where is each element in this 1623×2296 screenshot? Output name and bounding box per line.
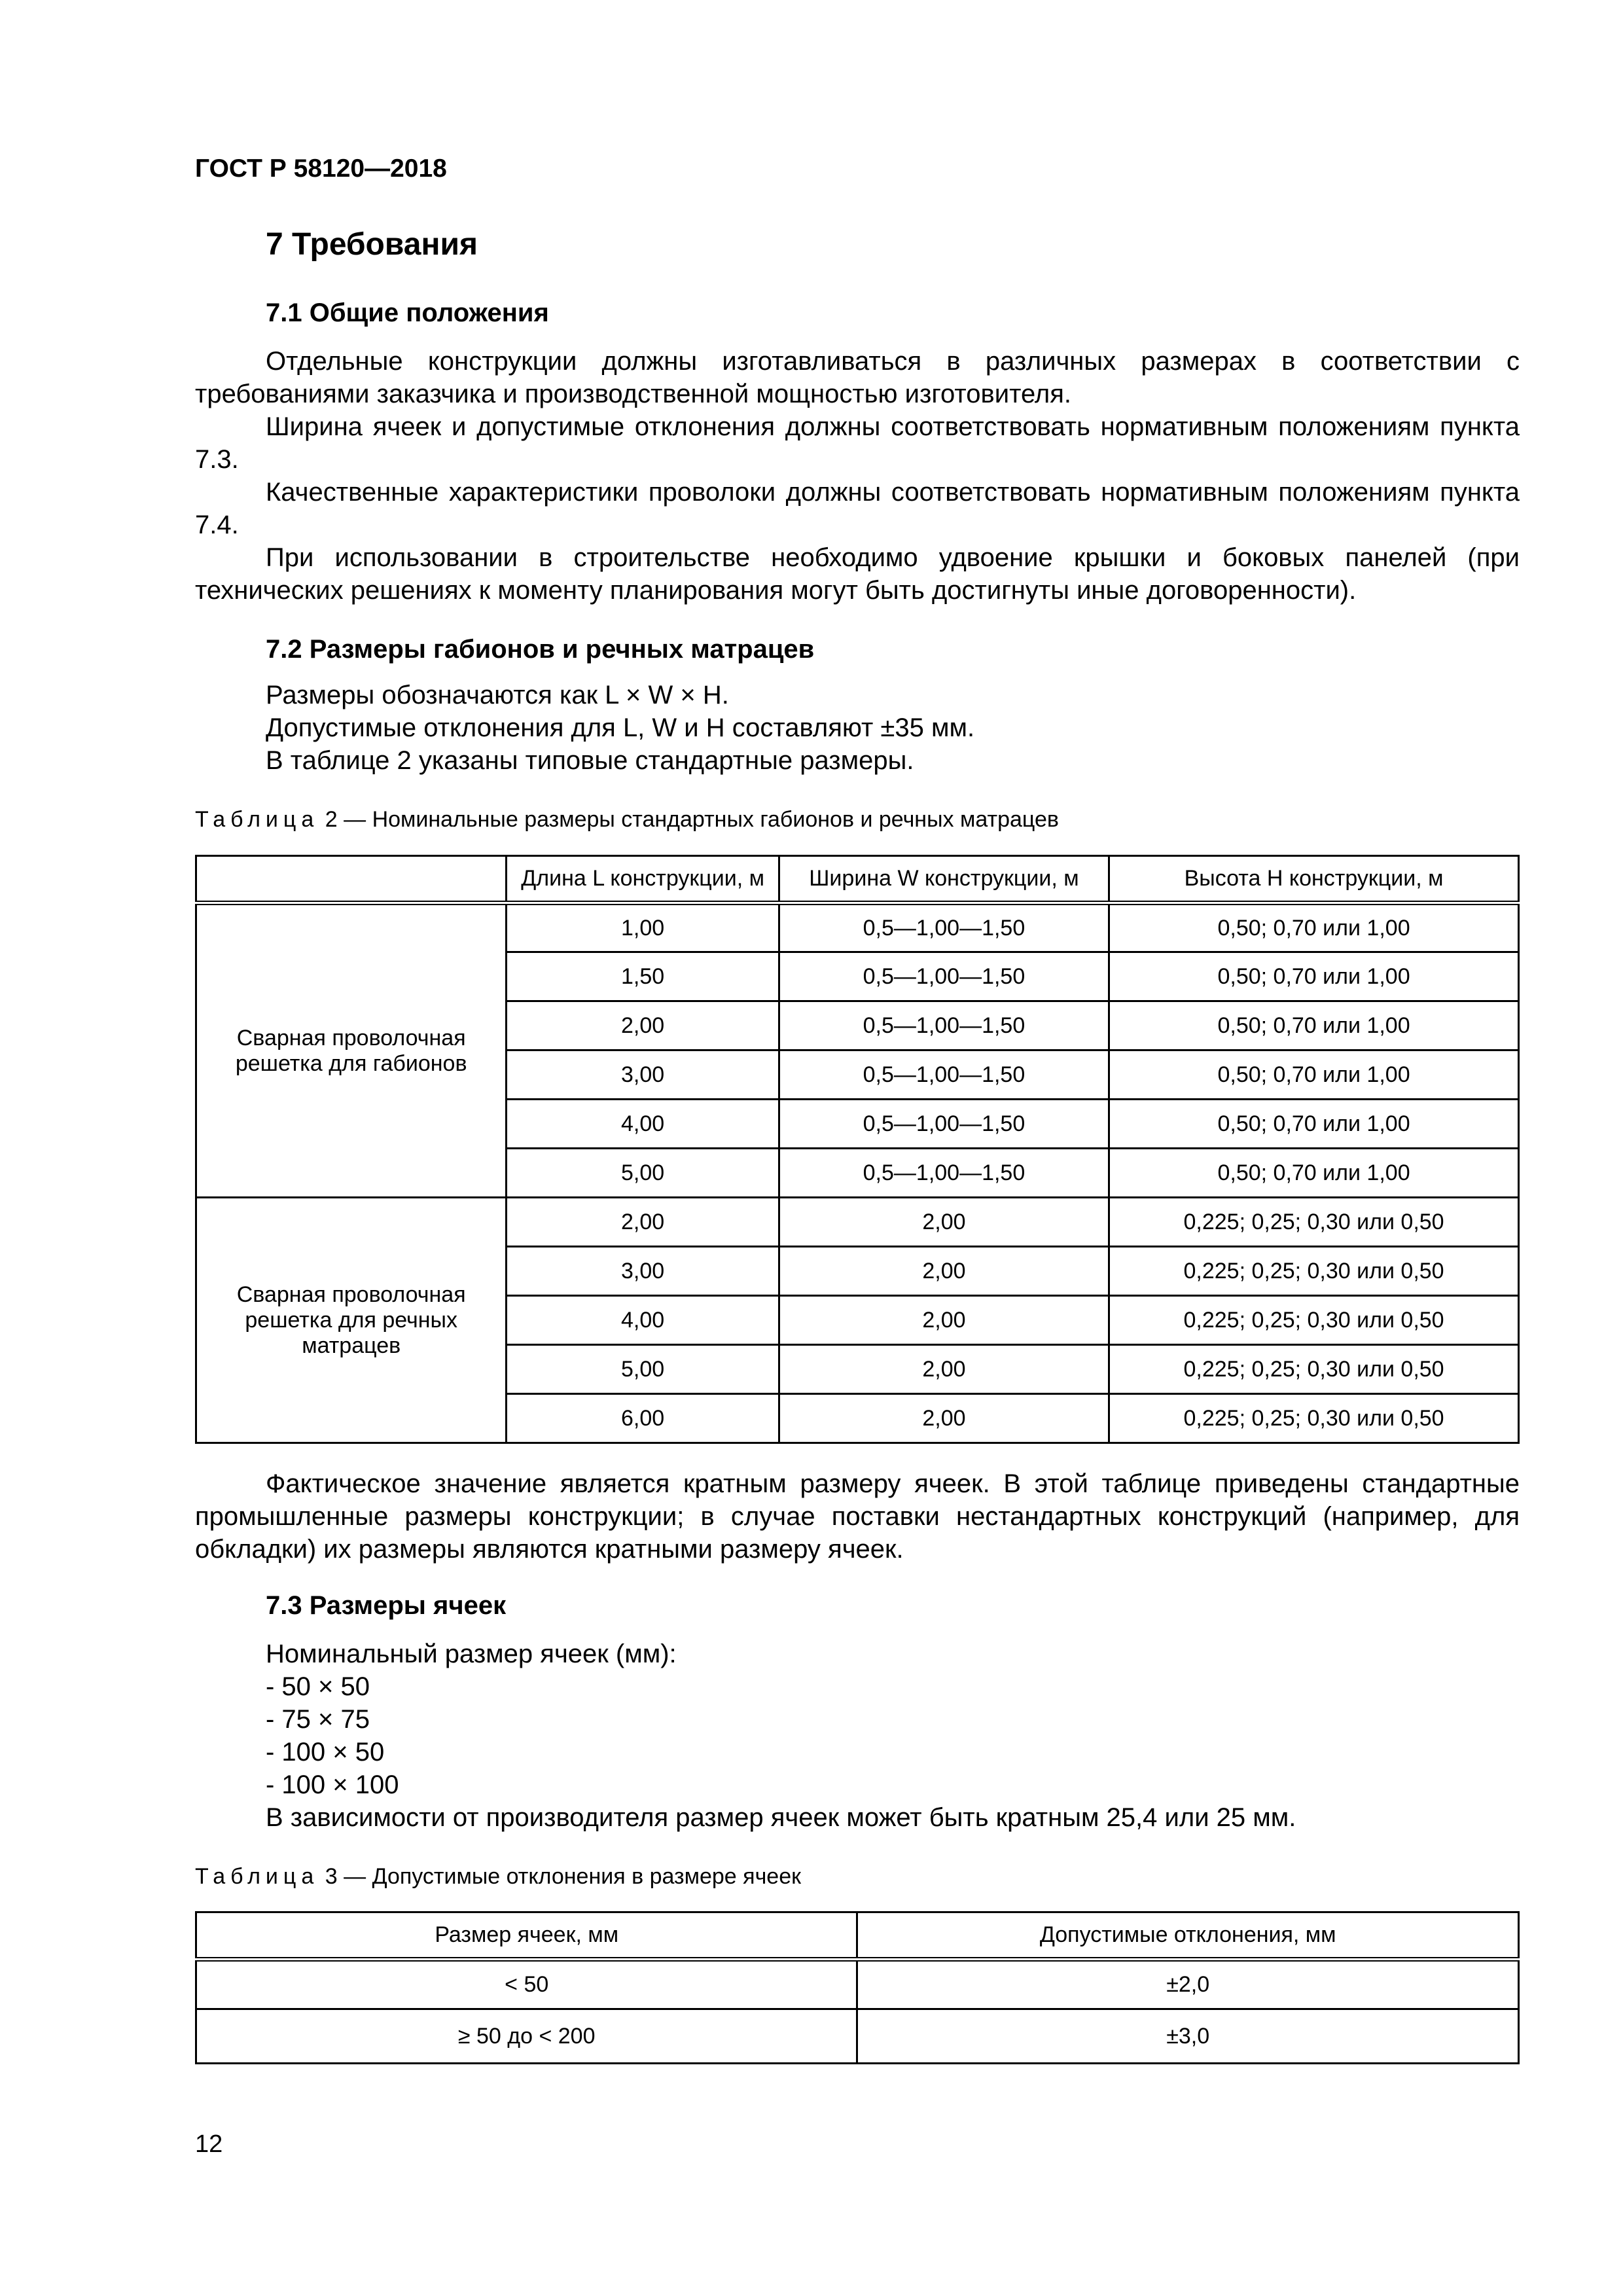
table-cell: 2,00	[779, 1296, 1109, 1345]
text-line: В зависимости от производителя размер ячеек может быть кратным 25,4 или 25 мм.	[266, 1803, 1296, 1832]
table-cell: 4,00	[507, 1100, 779, 1149]
group-label-cell: Сварная проволочная решетка для габионов	[196, 903, 507, 1198]
table-cell: 5,00	[507, 1149, 779, 1198]
caption-label: Таблица	[195, 807, 319, 832]
group-label-cell: Сварная проволочная решетка для речных матрацев	[196, 1198, 507, 1443]
table-cell: 0,225; 0,25; 0,30 или 0,50	[1109, 1345, 1519, 1394]
table-cell: 0,50; 0,70 или 1,00	[1109, 1001, 1519, 1050]
subsection-7-2-title: 7.2 Размеры габионов и речных матрацев	[266, 635, 815, 664]
paragraph: Отдельные конструкции должны изготавливаться в различных размерах в соответствии с требованиями заказчика и производственной мощностью изготовителя.	[195, 347, 1520, 408]
table-2	[195, 855, 1520, 1444]
page-number: 12	[195, 2130, 223, 2158]
list-item: - 100 × 50	[266, 1738, 385, 1767]
table-cell: 2,00	[779, 1394, 1109, 1443]
table-cell: 0,225; 0,25; 0,30 или 0,50	[1109, 1394, 1519, 1443]
table-cell: 3,00	[507, 1247, 779, 1296]
subsection-7-2-lines	[266, 679, 974, 777]
subsection-7-3-title: 7.3 Размеры ячеек	[266, 1591, 507, 1620]
table-cell: 2,00	[507, 1198, 779, 1247]
after-table-paragraph	[195, 1467, 1520, 1566]
table-cell: 0,50; 0,70 или 1,00	[1109, 952, 1519, 1001]
subsection-7-1-title: 7.1 Общие положения	[266, 298, 549, 327]
paragraph: При использовании в строительстве необходимо удвоение крышки и боковых панелей (при технических решениях к моменту планирования могут быть достигнуты иные договоренности).	[195, 543, 1520, 605]
table-cell: 2,00	[507, 1001, 779, 1050]
table-cell: < 50	[196, 1960, 857, 2009]
table-row	[196, 2009, 1519, 2064]
table-cell: 0,50; 0,70 или 1,00	[1109, 903, 1519, 952]
list-item: - 75 × 75	[266, 1705, 370, 1734]
caption-label: Таблица	[195, 1864, 319, 1889]
text-line: Допустимые отклонения для L, W и H составляют ±35 мм.	[266, 713, 975, 742]
table-cell: ≥ 50 до < 200	[196, 2009, 857, 2064]
text-line: В таблице 2 указаны типовые стандартные размеры.	[266, 746, 914, 775]
table-cell: 3,00	[507, 1050, 779, 1100]
table-cell: 0,50; 0,70 или 1,00	[1109, 1149, 1519, 1198]
paragraph: Ширина ячеек и допустимые отклонения должны соответствовать нормативным положениям пункта 7.3.	[195, 412, 1520, 474]
paragraph: Фактическое значение является кратным размеру ячеек. В этой таблице приведены стандартные промышленные размеры конструкции; в случае поставки нестандартных конструкций (например, для обкладки) их размеры являются кратными размеру ячеек.	[195, 1469, 1520, 1564]
table-cell: 0,225; 0,25; 0,30 или 0,50	[1109, 1247, 1519, 1296]
table-header-cell: Ширина W конструкции, м	[779, 856, 1109, 903]
text-line: Номинальный размер ячеек (мм):	[266, 1640, 677, 1668]
caption-text: 2 — Номинальные размеры стандартных габионов и речных матрацев	[325, 807, 1059, 832]
section-title: 7 Требования	[266, 227, 478, 262]
table-cell: 0,5—1,00—1,50	[779, 1001, 1109, 1050]
table-cell: 2,00	[779, 1345, 1109, 1394]
table-cell: 1,00	[507, 903, 779, 952]
table-cell: 0,225; 0,25; 0,30 или 0,50	[1109, 1296, 1519, 1345]
table-cell: 0,5—1,00—1,50	[779, 952, 1109, 1001]
table-cell: 0,5—1,00—1,50	[779, 1149, 1109, 1198]
paragraph: Качественные характеристики проволоки должны соответствовать нормативным положениям пункта 7.4.	[195, 478, 1520, 539]
document-code: ГОСТ Р 58120—2018	[195, 154, 447, 183]
table-row	[196, 1960, 1519, 2009]
table-cell: 2,00	[779, 1247, 1109, 1296]
table-cell: 0,5—1,00—1,50	[779, 903, 1109, 952]
table-cell: 1,50	[507, 952, 779, 1001]
table-row	[196, 903, 1519, 952]
table-cell: 0,50; 0,70 или 1,00	[1109, 1050, 1519, 1100]
table-header-cell: Высота H конструкции, м	[1109, 856, 1519, 903]
table-header-cell: Допустимые отклонения, мм	[857, 1912, 1519, 1960]
table-cell: ±3,0	[857, 2009, 1519, 2064]
text-line: Размеры обозначаются как L × W × H.	[266, 681, 729, 709]
table-cell: 2,00	[779, 1198, 1109, 1247]
table-cell: 0,225; 0,25; 0,30 или 0,50	[1109, 1198, 1519, 1247]
table-cell: 0,50; 0,70 или 1,00	[1109, 1100, 1519, 1149]
table-cell: 0,5—1,00—1,50	[779, 1050, 1109, 1100]
table-header-cell: Размер ячеек, мм	[196, 1912, 857, 1960]
caption-text: 3 — Допустимые отклонения в размере ячеек	[325, 1864, 801, 1889]
table-2-caption	[195, 807, 1059, 833]
table-header-cell	[196, 856, 507, 903]
subsection-7-3-lines	[266, 1638, 1296, 1834]
table-3-caption	[195, 1864, 801, 1890]
list-item: - 50 × 50	[266, 1672, 370, 1701]
subsection-7-1-text	[195, 345, 1520, 607]
table-cell: ±2,0	[857, 1960, 1519, 2009]
table-cell: 4,00	[507, 1296, 779, 1345]
table-3	[195, 1911, 1520, 2064]
table-cell: 6,00	[507, 1394, 779, 1443]
table-cell: 5,00	[507, 1345, 779, 1394]
table-header-cell: Длина L конструкции, м	[507, 856, 779, 903]
table-row	[196, 1198, 1519, 1247]
list-item: - 100 × 100	[266, 1770, 399, 1799]
table-cell: 0,5—1,00—1,50	[779, 1100, 1109, 1149]
